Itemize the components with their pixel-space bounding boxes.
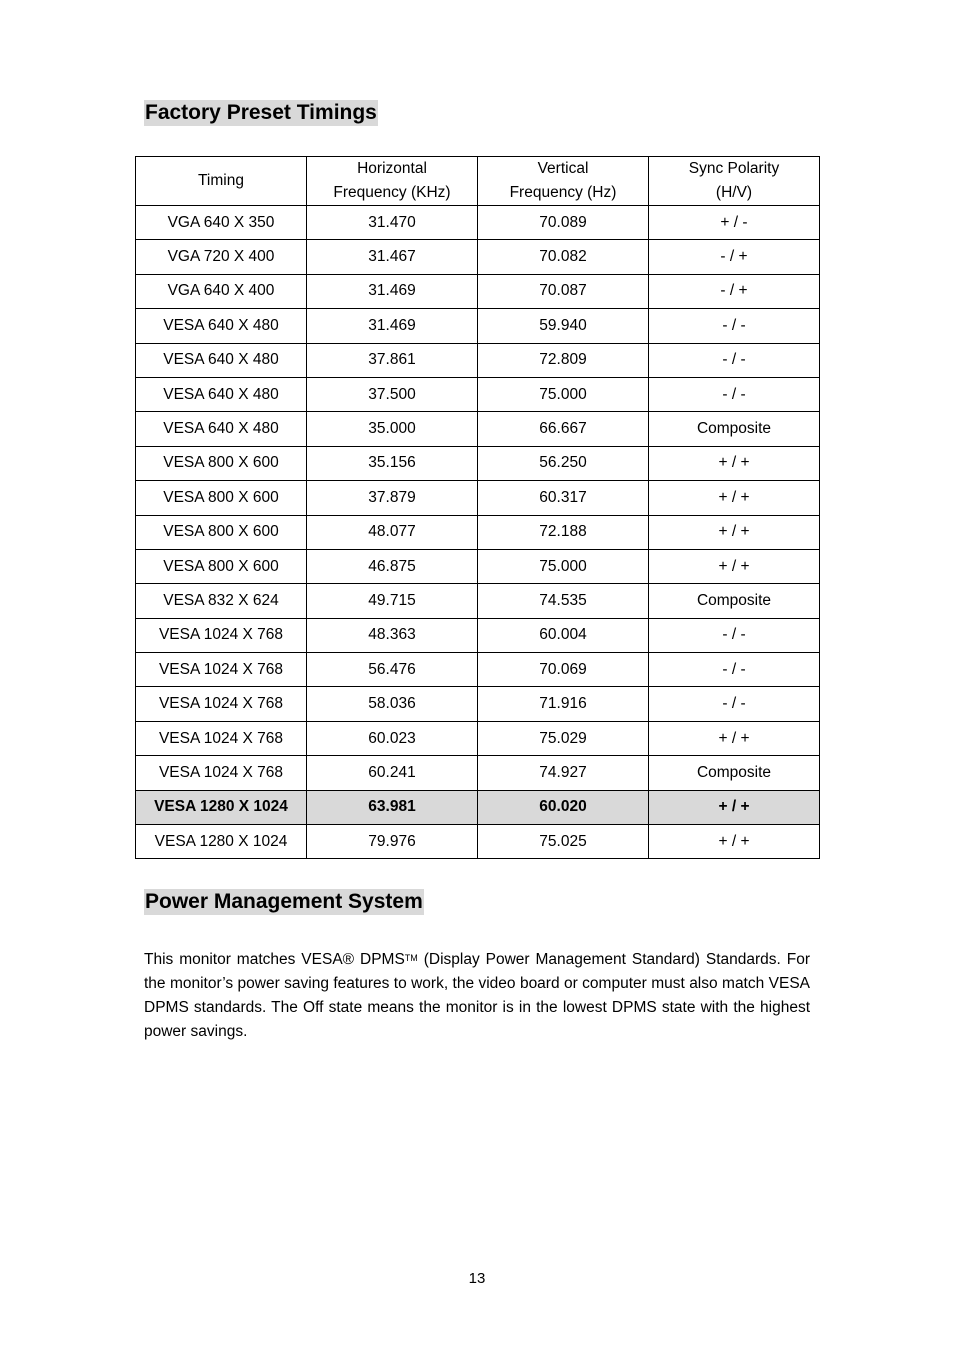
cell-sync-polarity: - / + (649, 274, 820, 308)
cell-sync-polarity: Composite (649, 412, 820, 446)
header-timing: Timing (136, 157, 307, 206)
cell-horizontal-frequency: 35.156 (307, 446, 478, 480)
cell-vertical-frequency: 60.317 (478, 481, 649, 515)
cell-vertical-frequency: 70.082 (478, 240, 649, 274)
table-row (136, 343, 820, 377)
cell-timing: VESA 1024 X 768 (136, 756, 307, 790)
header-horizontal-frequency: Horizontal Frequency (KHz) (307, 157, 478, 206)
table-row (136, 206, 820, 240)
cell-sync-polarity: - / + (649, 240, 820, 274)
cell-horizontal-frequency: 79.976 (307, 825, 478, 859)
table-row (136, 377, 820, 411)
table-row (136, 756, 820, 790)
table-row (136, 412, 820, 446)
cell-timing: VESA 640 X 480 (136, 377, 307, 411)
cell-horizontal-frequency: 56.476 (307, 653, 478, 687)
cell-horizontal-frequency: 60.241 (307, 756, 478, 790)
cell-horizontal-frequency: 58.036 (307, 687, 478, 721)
cell-vertical-frequency: 56.250 (478, 446, 649, 480)
table-row (136, 515, 820, 549)
page-number: 13 (468, 1270, 486, 1287)
cell-horizontal-frequency: 37.879 (307, 481, 478, 515)
cell-sync-polarity: + / - (649, 206, 820, 240)
cell-vertical-frequency: 75.025 (478, 825, 649, 859)
cell-vertical-frequency: 70.087 (478, 274, 649, 308)
cell-horizontal-frequency: 63.981 (307, 790, 478, 824)
table-row (136, 446, 820, 480)
cell-horizontal-frequency: 49.715 (307, 584, 478, 618)
cell-timing: VGA 640 X 400 (136, 274, 307, 308)
power-management-paragraph: This monitor matches VESA® DPMS™ (Display Power Management Standard) Standards. For the monitor’s power saving features to work, the video board or computer must also match VESA DPMS standards. The Off state means the monitor is in the lowest DPMS state with the highest power savings. (144, 951, 811, 1040)
table-row (136, 687, 820, 721)
cell-vertical-frequency: 60.004 (478, 618, 649, 652)
table-row (136, 309, 820, 343)
table-row (136, 653, 820, 687)
cell-sync-polarity: + / + (649, 515, 820, 549)
section-title-power: Power Management System (145, 890, 423, 913)
cell-sync-polarity: - / - (649, 343, 820, 377)
header-vertical-frequency: Vertical Frequency (Hz) (478, 157, 649, 206)
cell-sync-polarity: + / + (649, 446, 820, 480)
table-row (136, 549, 820, 583)
cell-timing: VESA 640 X 480 (136, 343, 307, 377)
cell-sync-polarity: + / + (649, 549, 820, 583)
cell-horizontal-frequency: 37.861 (307, 343, 478, 377)
cell-horizontal-frequency: 48.363 (307, 618, 478, 652)
cell-timing: VESA 800 X 600 (136, 549, 307, 583)
cell-sync-polarity: - / - (649, 687, 820, 721)
cell-horizontal-frequency: 37.500 (307, 377, 478, 411)
cell-timing: VESA 800 X 600 (136, 481, 307, 515)
cell-vertical-frequency: 72.188 (478, 515, 649, 549)
cell-vertical-frequency: 74.535 (478, 584, 649, 618)
cell-horizontal-frequency: 60.023 (307, 721, 478, 755)
cell-sync-polarity: - / - (649, 309, 820, 343)
cell-vertical-frequency: 60.020 (478, 790, 649, 824)
cell-sync-polarity: + / + (649, 790, 820, 824)
table-row (136, 481, 820, 515)
cell-sync-polarity: - / - (649, 653, 820, 687)
cell-horizontal-frequency: 46.875 (307, 549, 478, 583)
table-header-row (136, 157, 820, 206)
cell-timing: VGA 640 X 350 (136, 206, 307, 240)
header-sync-polarity: Sync Polarity (H/V) (649, 157, 820, 206)
table-row (136, 825, 820, 859)
section-title-timings: Factory Preset Timings (145, 101, 377, 124)
cell-timing: VESA 640 X 480 (136, 412, 307, 446)
cell-timing: VESA 1280 X 1024 (136, 790, 307, 824)
table-row (136, 274, 820, 308)
cell-vertical-frequency: 70.089 (478, 206, 649, 240)
preset-timings-table (135, 156, 820, 859)
cell-vertical-frequency: 75.000 (478, 377, 649, 411)
cell-vertical-frequency: 72.809 (478, 343, 649, 377)
cell-timing: VESA 1280 X 1024 (136, 825, 307, 859)
cell-sync-polarity: + / + (649, 481, 820, 515)
trademark-mark: TM (404, 953, 418, 963)
table-body (136, 206, 820, 859)
cell-timing: VESA 1024 X 768 (136, 687, 307, 721)
cell-horizontal-frequency: 31.469 (307, 309, 478, 343)
cell-vertical-frequency: 75.000 (478, 549, 649, 583)
cell-horizontal-frequency: 31.470 (307, 206, 478, 240)
cell-vertical-frequency: 74.927 (478, 756, 649, 790)
cell-timing: VESA 832 X 624 (136, 584, 307, 618)
cell-sync-polarity: Composite (649, 584, 820, 618)
cell-timing: VESA 800 X 600 (136, 446, 307, 480)
cell-sync-polarity: + / + (649, 825, 820, 859)
cell-vertical-frequency: 70.069 (478, 653, 649, 687)
cell-horizontal-frequency: 35.000 (307, 412, 478, 446)
cell-sync-polarity: + / + (649, 721, 820, 755)
cell-sync-polarity: - / - (649, 618, 820, 652)
cell-timing: VESA 1024 X 768 (136, 721, 307, 755)
cell-timing: VESA 640 X 480 (136, 309, 307, 343)
cell-timing: VESA 1024 X 768 (136, 653, 307, 687)
table-row (136, 721, 820, 755)
table-row (136, 240, 820, 274)
cell-sync-polarity: - / - (649, 377, 820, 411)
cell-timing: VESA 800 X 600 (136, 515, 307, 549)
cell-timing: VESA 1024 X 768 (136, 618, 307, 652)
cell-horizontal-frequency: 31.469 (307, 274, 478, 308)
cell-horizontal-frequency: 31.467 (307, 240, 478, 274)
table-row (136, 618, 820, 652)
cell-timing: VGA 720 X 400 (136, 240, 307, 274)
cell-sync-polarity: Composite (649, 756, 820, 790)
table-row (136, 584, 820, 618)
cell-horizontal-frequency: 48.077 (307, 515, 478, 549)
cell-vertical-frequency: 66.667 (478, 412, 649, 446)
cell-vertical-frequency: 75.029 (478, 721, 649, 755)
cell-vertical-frequency: 71.916 (478, 687, 649, 721)
cell-vertical-frequency: 59.940 (478, 309, 649, 343)
table-row (136, 790, 820, 824)
